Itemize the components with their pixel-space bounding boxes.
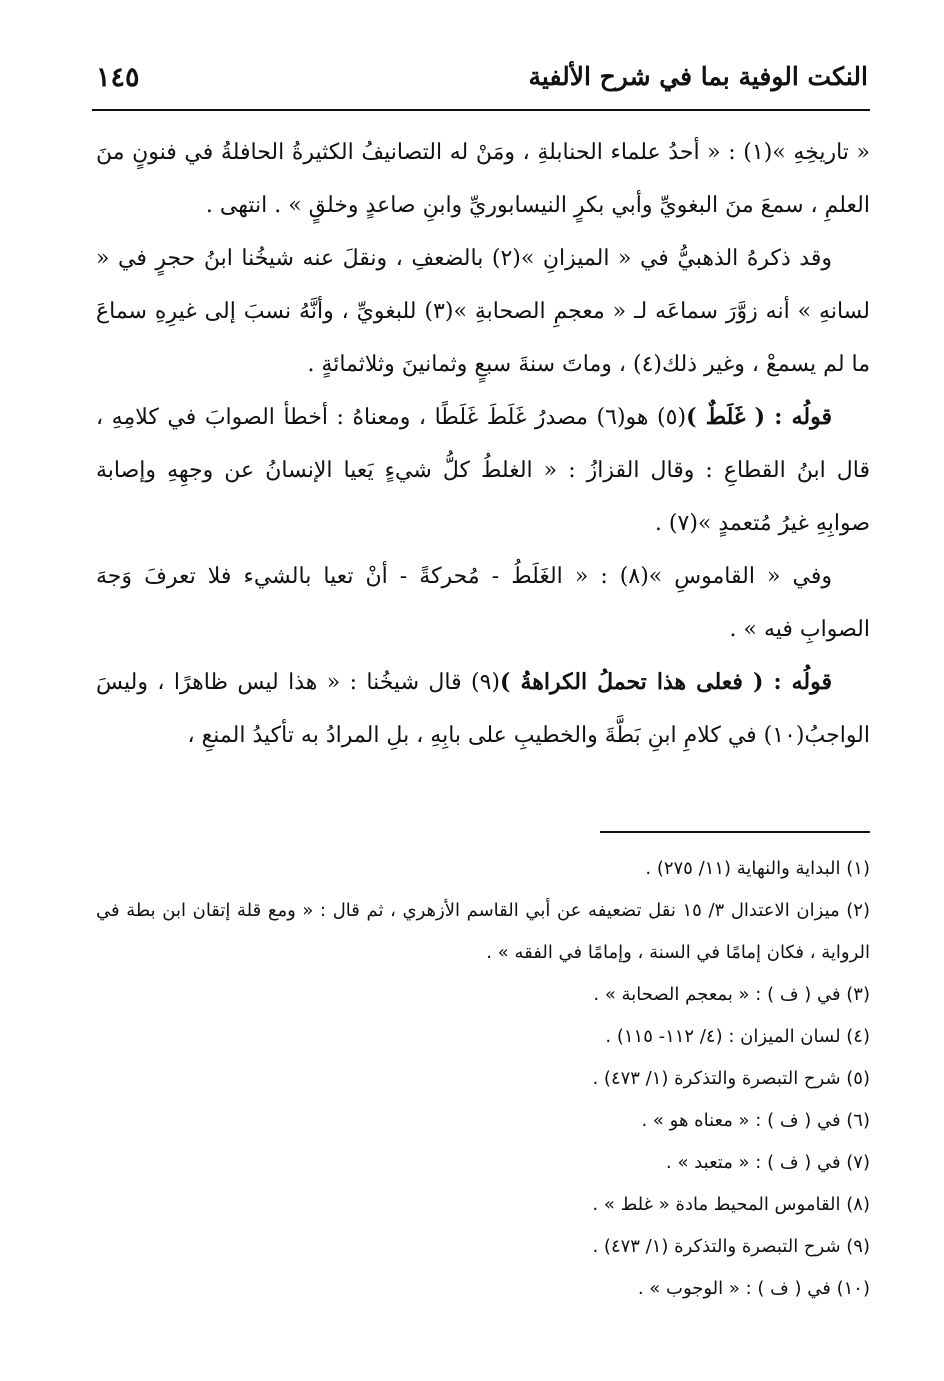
header-rule xyxy=(92,109,870,111)
footnote-6: (٦) في ( ف ) : « معناه هو » . xyxy=(641,1110,870,1131)
footnote-8: (٨) القاموس المحيط مادة « غلط » . xyxy=(592,1194,870,1215)
footnote-7: (٧) في ( ف ) : « متعبد » . xyxy=(666,1152,870,1173)
paragraph-text: (٥) هو(٦) مصدرُ غَلَطَ غَلَطًا ، ومعناهُ : أخطأ الصوابَ في كلامِهِ ، قال ابنُ القطاعِ : وقال القزازُ : « الغلطُ كلُّ شيءٍ يَعيا الإنسانُ عن وجهِهِ وإصابة صوابِهِ غيرُ مُتعمدٍ »(٧) . xyxy=(96,405,870,536)
paragraph-1 xyxy=(96,126,870,232)
page-number: ١٤٥ xyxy=(96,62,140,93)
footnote-1: (١) البداية والنهاية (١١/ ٢٧٥) . xyxy=(645,858,870,879)
quoted-term: ( فعلى هذا تحملُ الكراهةُ ) xyxy=(499,669,764,695)
footnote-4: (٤) لسان الميزان : (٤/ ١١٢- ١١٥) . xyxy=(605,1026,870,1047)
paragraph-2 xyxy=(96,232,870,391)
footnote-10: (١٠) في ( ف ) : « الوجوب » . xyxy=(637,1278,870,1299)
lead-word: قولُه : xyxy=(763,669,832,695)
main-text xyxy=(96,126,870,762)
quoted-term: ( غَلَطٌ ) xyxy=(686,404,766,430)
footnote-2: (٢) ميزان الاعتدال ٣/ ١٥ نقل تضعيفه عن أبي القاسم الأزهري ، ثم قال : « ومع قلة إتقان ابن بطة في الرواية ، فكان إمامًا في السنة ، وإمامًا في الفقه » . xyxy=(96,900,870,963)
paragraph-text: (٩) قال شيخُنا : « هذا ليس ظاهرًا ، وليسَ الواجبُ(١٠) في كلامِ ابنِ بَطَّةَ والخطيبِ على بابِهِ ، بلِ المرادُ به تأكيدُ المنعِ ، xyxy=(96,670,870,748)
footnotes xyxy=(96,848,870,1310)
page-header xyxy=(96,62,868,102)
paragraph-5 xyxy=(96,656,870,762)
lead-word: قولُه : xyxy=(765,404,832,430)
running-title: النكت الوفية بما في شرح الألفية xyxy=(528,62,868,91)
paragraph-text: وقد ذكرهُ الذهبيُّ في « الميزانِ »(٢) بالضعفِ ، ونقلَ عنه شيخُنا ابنُ حجرٍ في « لسانهِ » أنه زوَّرَ سماعَه لـ « معجمِ الصحابةِ »(٣) للبغويِّ ، وأنَّهُ نسبَ إلى غيرِهِ سماعَ ما لم يسمعْ ، وغير ذلك(٤) ، وماتَ سنةَ سبعٍ وثمانينَ وثلاثمائةٍ . xyxy=(96,246,870,377)
paragraph-3 xyxy=(96,391,870,550)
footnote-5: (٥) شرح التبصرة والتذكرة (١/ ٤٧٣) . xyxy=(592,1068,870,1089)
paragraph-text: « تاريخِهِ »(١) : « أحدُ علماء الحنابلةِ ، ومَنْ له التصانيفُ الكثيرةُ الحافلةُ في فنونٍ منَ العلمِ ، سمعَ منَ البغويِّ وأبي بكرٍ النيسابوريِّ وابنِ صاعدٍ وخلقٍ » . انتهى . xyxy=(96,140,870,218)
footnote-separator xyxy=(600,831,870,833)
footnote-9: (٩) شرح التبصرة والتذكرة (١/ ٤٧٣) . xyxy=(592,1236,870,1257)
paragraph-text: وفي « القاموسِ »(٨) : « الغَلَطُ - مُحركةً - أنْ تعيا بالشيء فلا تعرفَ وَجهَ الصوابِ فيه » . xyxy=(96,564,870,642)
footnote-3: (٣) في ( ف ) : « بمعجم الصحابة » . xyxy=(593,984,870,1005)
paragraph-4 xyxy=(96,550,870,656)
